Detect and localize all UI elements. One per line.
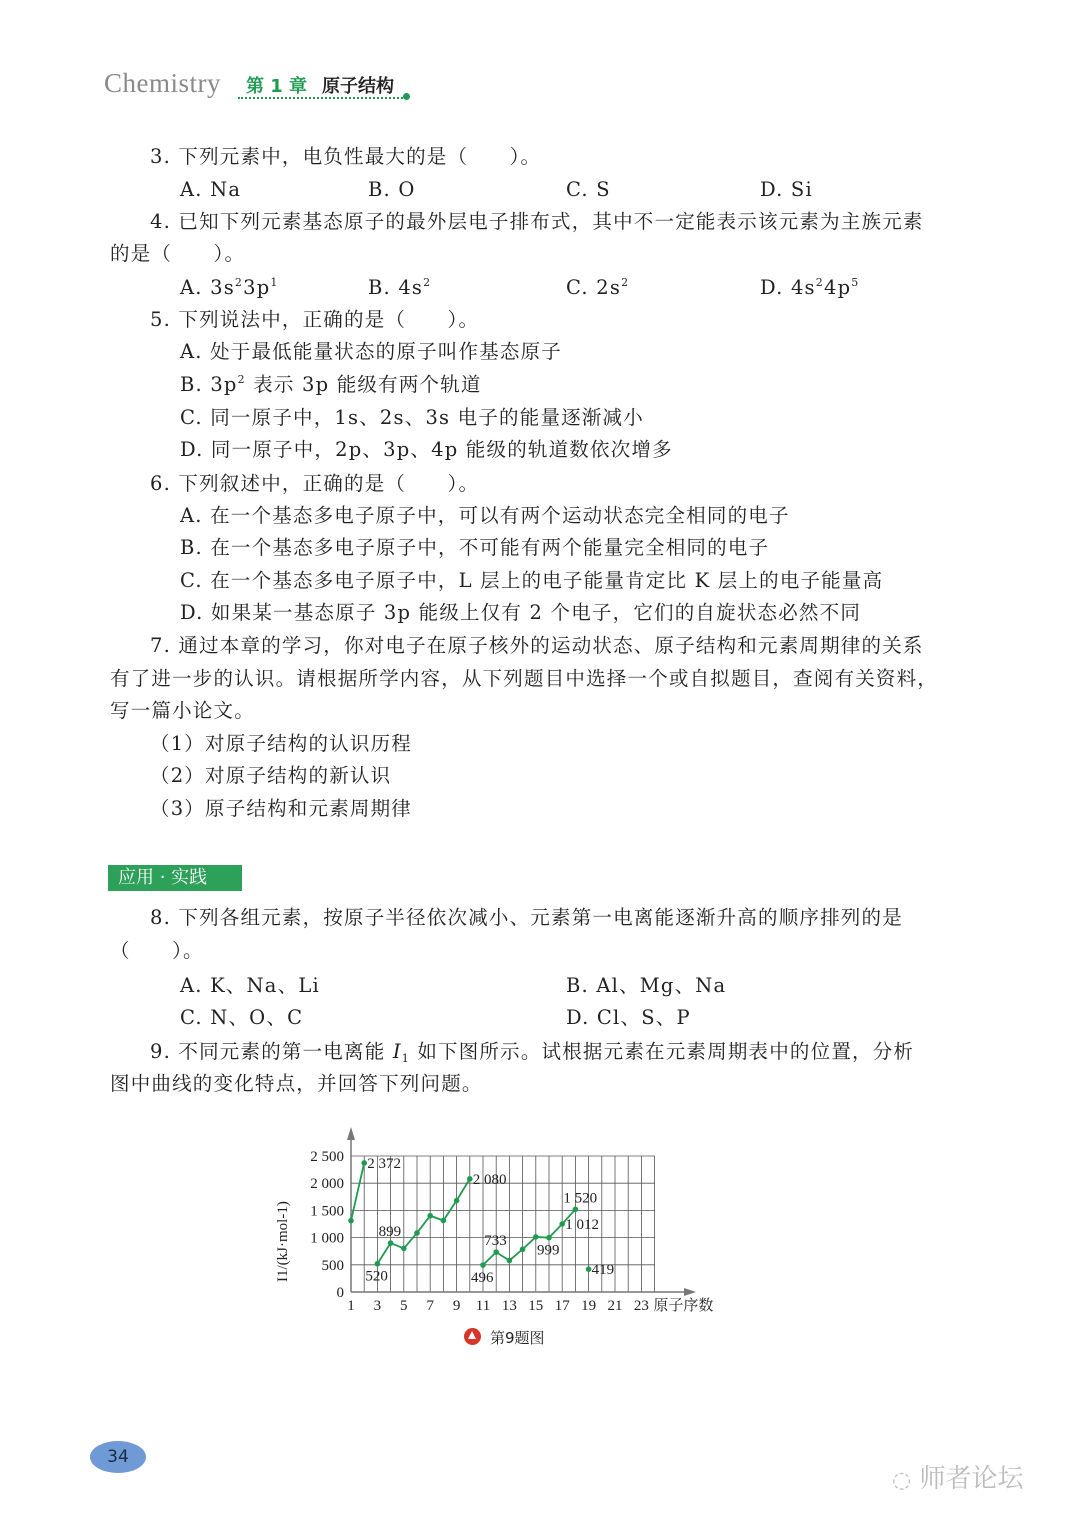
data-label: 1 520 bbox=[563, 1190, 598, 1207]
text: 表示 3p 能级有两个轨道 bbox=[245, 373, 482, 396]
orbital: 3s bbox=[210, 276, 235, 299]
q7-line-1: 7. 通过本章的学习，你对电子在原子核外的运动状态、原子结构和元素周期律的关系 bbox=[150, 634, 924, 657]
x-tick-label: 5 bbox=[400, 1298, 408, 1314]
data-point bbox=[427, 1213, 433, 1219]
data-point bbox=[348, 1218, 354, 1224]
x-tick-label: 17 bbox=[554, 1298, 570, 1314]
data-point bbox=[586, 1266, 592, 1272]
y-tick-label: 2 000 bbox=[310, 1176, 344, 1193]
q7-topic-2: （2）对原子结构的新认识 bbox=[150, 764, 392, 787]
q3-stem: 3. 下列元素中，电负性最大的是（ ）。 bbox=[150, 145, 542, 168]
q3-option-b: B. O bbox=[368, 178, 416, 201]
orbital: 4s bbox=[790, 276, 816, 299]
data-point bbox=[454, 1198, 460, 1204]
q3-option-a: A. Na bbox=[180, 178, 242, 201]
q6-option-d: D. 如果某一基态原子 3p 能级上仅有 2 个电子，它们的自旋状态必然不同 bbox=[180, 601, 862, 624]
orbital: 2s bbox=[596, 276, 622, 299]
data-point bbox=[507, 1258, 513, 1264]
data-label: 899 bbox=[378, 1224, 402, 1241]
data-point bbox=[375, 1261, 381, 1267]
q7-line-2: 有了进一步的认识。请根据所学内容，从下列题目中选择一个或自拟题目，查阅有关资料， bbox=[110, 667, 939, 690]
data-point bbox=[520, 1246, 526, 1252]
series-line bbox=[377, 1179, 469, 1264]
q5-option-d: D. 同一原子中，2p、3p、4p 能级的轨道数依次增多 bbox=[180, 438, 673, 461]
y-axis-arrow-icon bbox=[347, 1127, 355, 1140]
x-tick-label: 15 bbox=[528, 1298, 544, 1314]
x-axis-arrow-icon bbox=[684, 1288, 696, 1296]
data-label: 2 080 bbox=[472, 1171, 507, 1188]
q6-option-a: A. 在一个基态多电子原子中，可以有两个运动状态完全相同的电子 bbox=[180, 504, 790, 527]
orbital: 4s bbox=[398, 276, 424, 299]
header-title: 原子结构 bbox=[322, 76, 394, 97]
data-label: 520 bbox=[365, 1268, 388, 1285]
header-subject: Chemistry bbox=[104, 68, 221, 98]
q8-stem-2: （ ）。 bbox=[110, 939, 204, 962]
superscript: 2 bbox=[621, 276, 630, 289]
superscript: 2 bbox=[815, 276, 824, 289]
data-point bbox=[546, 1235, 552, 1241]
data-point bbox=[401, 1246, 407, 1252]
q4-stem-2: 的是（ ）。 bbox=[110, 242, 246, 265]
data-point bbox=[414, 1230, 420, 1236]
data-point bbox=[361, 1160, 367, 1166]
y-tick-label: 2 500 bbox=[310, 1149, 344, 1165]
q4-stem-1: 4. 已知下列元素基态原子的最外层电子排布式，其中不一定能表示该元素为主族元素 bbox=[150, 210, 924, 233]
x-tick-label: 13 bbox=[501, 1298, 517, 1314]
q8-option-a: A. K、Na、Li bbox=[180, 974, 320, 997]
x-tick-label: 11 bbox=[475, 1298, 491, 1314]
q7-line-3: 写一篇小论文。 bbox=[110, 699, 255, 722]
option-label: A. bbox=[180, 276, 211, 299]
data-label: 1 012 bbox=[565, 1216, 599, 1233]
x-tick-label: 7 bbox=[426, 1298, 434, 1314]
option-label: D. bbox=[760, 276, 791, 299]
q7-topic-1: （1）对原子结构的认识历程 bbox=[150, 732, 413, 755]
q8-option-b: B. Al、Mg、Na bbox=[566, 974, 727, 997]
series-line bbox=[351, 1163, 364, 1221]
data-point bbox=[480, 1262, 486, 1268]
q3-option-d: D. Si bbox=[760, 178, 813, 201]
q5-option-c: C. 同一原子中，1s、2s、3s 电子的能量逐渐减小 bbox=[180, 406, 644, 429]
superscript: 2 bbox=[234, 276, 244, 289]
data-label: 733 bbox=[484, 1233, 507, 1250]
x-tick-label: 3 bbox=[373, 1298, 382, 1314]
orbital: 3p bbox=[243, 276, 271, 299]
superscript: 1 bbox=[270, 276, 279, 289]
watermark-text: 师者论坛 bbox=[919, 1464, 1024, 1494]
q6-stem: 6. 下列叙述中，正确的是（ ）。 bbox=[150, 472, 480, 495]
data-point bbox=[573, 1207, 579, 1213]
watermark bbox=[892, 1458, 1023, 1495]
y-tick-label: 1 500 bbox=[310, 1203, 344, 1220]
x-tick-label: 19 bbox=[581, 1298, 597, 1314]
q5-option-a: A. 处于最低能量状态的原子叫作基态原子 bbox=[180, 340, 562, 363]
x-tick-label: 23 bbox=[633, 1298, 649, 1314]
text: 如下图所示。试根据元素在元素周期表中的位置，分析 bbox=[409, 1040, 915, 1063]
x-tick-label: 1 bbox=[347, 1298, 355, 1314]
data-point bbox=[467, 1176, 473, 1182]
figure-caption: 第9题图 bbox=[490, 1329, 545, 1347]
q6-option-b: B. 在一个基态多电子原子中，不可能有两个能量完全相同的电子 bbox=[180, 536, 770, 559]
data-point bbox=[493, 1249, 499, 1255]
section-badge: 应用 · 实践 bbox=[108, 865, 242, 891]
data-label: 419 bbox=[591, 1262, 615, 1279]
data-point bbox=[388, 1240, 394, 1246]
symbol: I bbox=[392, 1040, 402, 1063]
superscript: 2 bbox=[423, 276, 432, 289]
data-label: 496 bbox=[471, 1270, 494, 1287]
q8-option-d: D. Cl、S、P bbox=[566, 1006, 691, 1029]
q5-stem: 5. 下列说法中，正确的是（ ）。 bbox=[150, 308, 480, 331]
q8-stem-1: 8. 下列各组元素，按原子半径依次减小、元素第一电离能逐渐升高的顺序排列的是 bbox=[150, 906, 903, 929]
q7-topic-3: （3）原子结构和元素周期律 bbox=[150, 797, 413, 820]
data-label: 2 372 bbox=[367, 1155, 401, 1172]
data-point bbox=[533, 1234, 539, 1240]
y-tick-label: 0 bbox=[336, 1285, 344, 1301]
orbital: 4p bbox=[823, 276, 852, 299]
superscript: 2 bbox=[237, 373, 246, 386]
text: B. 3p bbox=[180, 373, 238, 396]
y-tick-label: 500 bbox=[321, 1257, 344, 1274]
x-tick-label: 21 bbox=[607, 1298, 623, 1314]
data-point bbox=[559, 1221, 565, 1227]
q3-option-c: C. S bbox=[566, 178, 611, 201]
x-tick-label: 9 bbox=[452, 1298, 461, 1314]
superscript: 5 bbox=[851, 276, 860, 289]
q6-option-c: C. 在一个基态多电子原子中，L 层上的电子能量肯定比 K 层上的电子能量高 bbox=[180, 569, 884, 592]
y-tick-label: 1 000 bbox=[310, 1230, 344, 1247]
y-axis-label: I1/(kJ·mol-1) bbox=[275, 1201, 291, 1282]
data-point bbox=[441, 1218, 447, 1224]
subscript: 1 bbox=[401, 1052, 410, 1065]
text: 9. 不同元素的第一电离能 bbox=[150, 1040, 393, 1063]
option-label: B. bbox=[368, 276, 399, 299]
data-label: 999 bbox=[537, 1242, 560, 1259]
x-axis-label: 原子序数 bbox=[653, 1298, 714, 1314]
q8-option-c: C. N、O、C bbox=[180, 1006, 304, 1029]
option-label: C. bbox=[566, 276, 597, 299]
page-number: 34 bbox=[90, 1441, 146, 1473]
figure-marker-icon bbox=[464, 1328, 481, 1345]
header-chapter: 第 1 章 bbox=[246, 76, 308, 97]
q9-stem-2: 图中曲线的变化特点，并回答下列问题。 bbox=[110, 1072, 483, 1095]
wechat-icon: ◌ bbox=[892, 1468, 912, 1493]
